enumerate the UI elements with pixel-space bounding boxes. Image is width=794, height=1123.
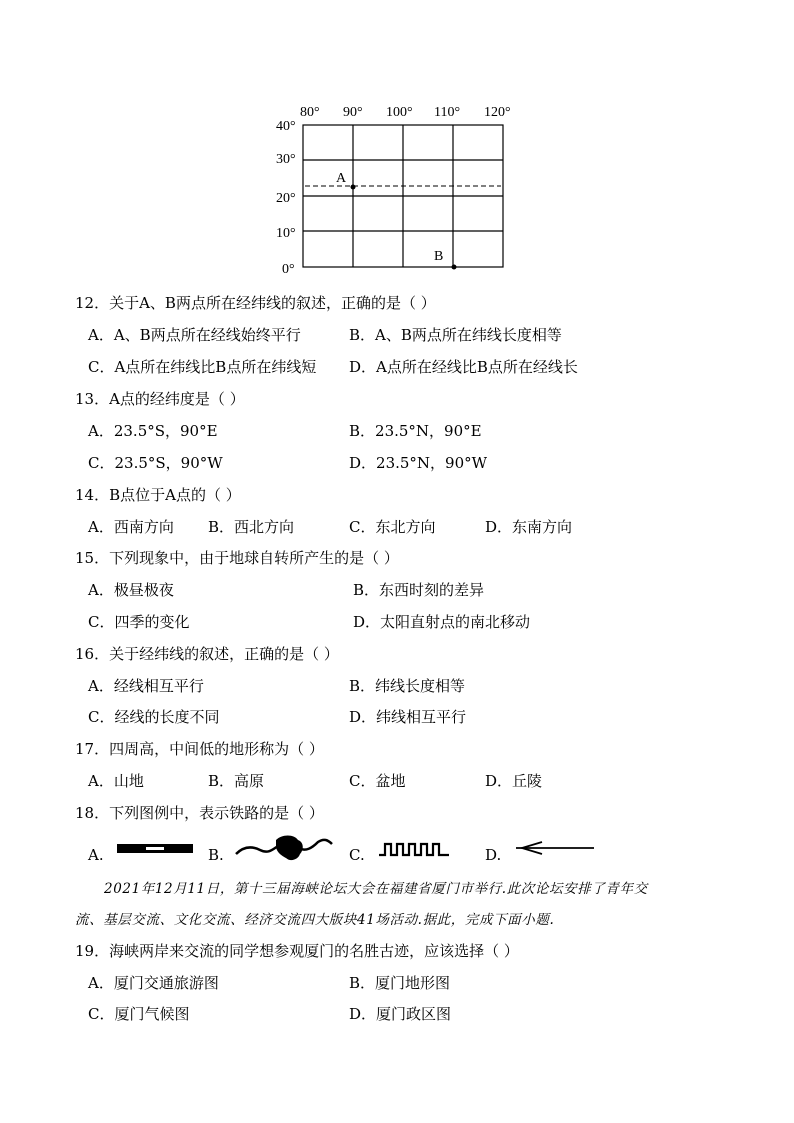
- q19-option-b[interactable]: B．厦门地形图: [349, 974, 451, 992]
- q16-option-b[interactable]: B．纬线长度相等: [349, 677, 466, 695]
- q17-option-c[interactable]: C．盆地: [349, 772, 406, 790]
- q16-option-a[interactable]: A．经线相互平行: [88, 677, 204, 695]
- question-18-stem: 18．下列图例中，表示铁路的是（ ）: [75, 804, 324, 822]
- q17-option-a[interactable]: A．山地: [88, 772, 144, 790]
- railway-legend-symbol: [116, 842, 196, 856]
- point-b-label: B: [434, 249, 444, 264]
- q12-option-c[interactable]: C．A点所在纬线比B点所在纬线短: [88, 358, 317, 376]
- longitude-label-80: 80°: [300, 105, 320, 120]
- q19-option-a[interactable]: A．厦门交通旅游图: [88, 974, 219, 992]
- q16-option-d[interactable]: D．纬线相互平行: [349, 708, 467, 726]
- q16-option-c[interactable]: C．经线的长度不同: [88, 708, 220, 726]
- q12-option-a[interactable]: A．A、B两点所在经线始终平行: [88, 326, 301, 344]
- passage-line-1: 2021年12月11日，第十三届海峡论坛大会在福建省厦门市举行.此次论坛安排了青年交: [104, 881, 648, 897]
- q14-option-a[interactable]: A．西南方向: [88, 518, 174, 536]
- question-13-stem: 13．A点的经纬度是（ ）: [75, 390, 245, 408]
- passage-line-2: 流、基层交流、文化交流、经济交流四大版块41场活动.据此，完成下面小题.: [75, 912, 555, 928]
- q14-option-c[interactable]: C．东北方向: [349, 518, 436, 536]
- longitude-label-100: 100°: [386, 105, 413, 120]
- question-19-stem: 19．海峡两岸来交流的同学想参观厦门的名胜古迹，应该选择（ ）: [75, 942, 519, 960]
- question-14-stem: 14．B点位于A点的（ ）: [75, 486, 241, 504]
- q13-option-c[interactable]: C．23.5°S，90°W: [88, 454, 223, 472]
- longitude-label-90: 90°: [343, 105, 363, 120]
- q18-option-c[interactable]: C.: [349, 846, 365, 864]
- longitude-label-110: 110°: [434, 105, 461, 120]
- longitude-label-120: 120°: [484, 105, 511, 120]
- point-a-label: A: [336, 171, 347, 186]
- q18-option-a[interactable]: A.: [88, 846, 104, 864]
- question-12-stem: 12．关于A、B两点所在经纬线的叙述，正确的是（ ）: [75, 294, 436, 312]
- q15-option-a[interactable]: A．极昼极夜: [88, 581, 174, 599]
- latitude-label-30: 30°: [276, 152, 296, 167]
- q12-option-d[interactable]: D．A点所在经线比B点所在经线长: [349, 358, 578, 376]
- q14-option-b[interactable]: B．西北方向: [208, 518, 295, 536]
- q12-option-b[interactable]: B．A、B两点所在纬线长度相等: [349, 326, 562, 344]
- q18-option-d[interactable]: D.: [485, 846, 502, 864]
- q15-option-b[interactable]: B．东西时刻的差异: [353, 581, 485, 599]
- question-16-stem: 16．关于经纬线的叙述，正确的是（ ）: [75, 645, 339, 663]
- arrow-legend-symbol: [512, 840, 596, 856]
- latitude-label-20: 20°: [276, 191, 296, 206]
- lat-long-grid-figure: [270, 98, 530, 274]
- q14-option-d[interactable]: D．东南方向: [485, 518, 573, 536]
- q18-option-b[interactable]: B.: [208, 846, 224, 864]
- point-a-marker: [351, 185, 356, 190]
- q17-option-b[interactable]: B．高原: [208, 772, 265, 790]
- q13-option-d[interactable]: D．23.5°N，90°W: [349, 454, 488, 472]
- square-wave-legend-symbol: [377, 840, 453, 858]
- q19-option-d[interactable]: D．厦门政区图: [349, 1005, 452, 1023]
- q13-option-b[interactable]: B．23.5°N，90°E: [349, 422, 482, 440]
- wavy-boundary-legend-symbol: [232, 830, 336, 866]
- q15-option-d[interactable]: D．太阳直射点的南北移动: [353, 613, 531, 631]
- q17-option-d[interactable]: D．丘陵: [485, 772, 543, 790]
- q15-option-c[interactable]: C．四季的变化: [88, 613, 190, 631]
- latitude-label-10: 10°: [276, 226, 296, 241]
- latitude-label-0: 0°: [282, 262, 295, 274]
- question-15-stem: 15．下列现象中，由于地球自转所产生的是（ ）: [75, 549, 399, 567]
- q13-option-a[interactable]: A．23.5°S，90°E: [88, 422, 218, 440]
- q19-option-c[interactable]: C．厦门气候图: [88, 1005, 190, 1023]
- question-17-stem: 17．四周高，中间低的地形称为（ ）: [75, 740, 324, 758]
- point-b-marker: [452, 265, 457, 270]
- latitude-label-40: 40°: [276, 119, 296, 134]
